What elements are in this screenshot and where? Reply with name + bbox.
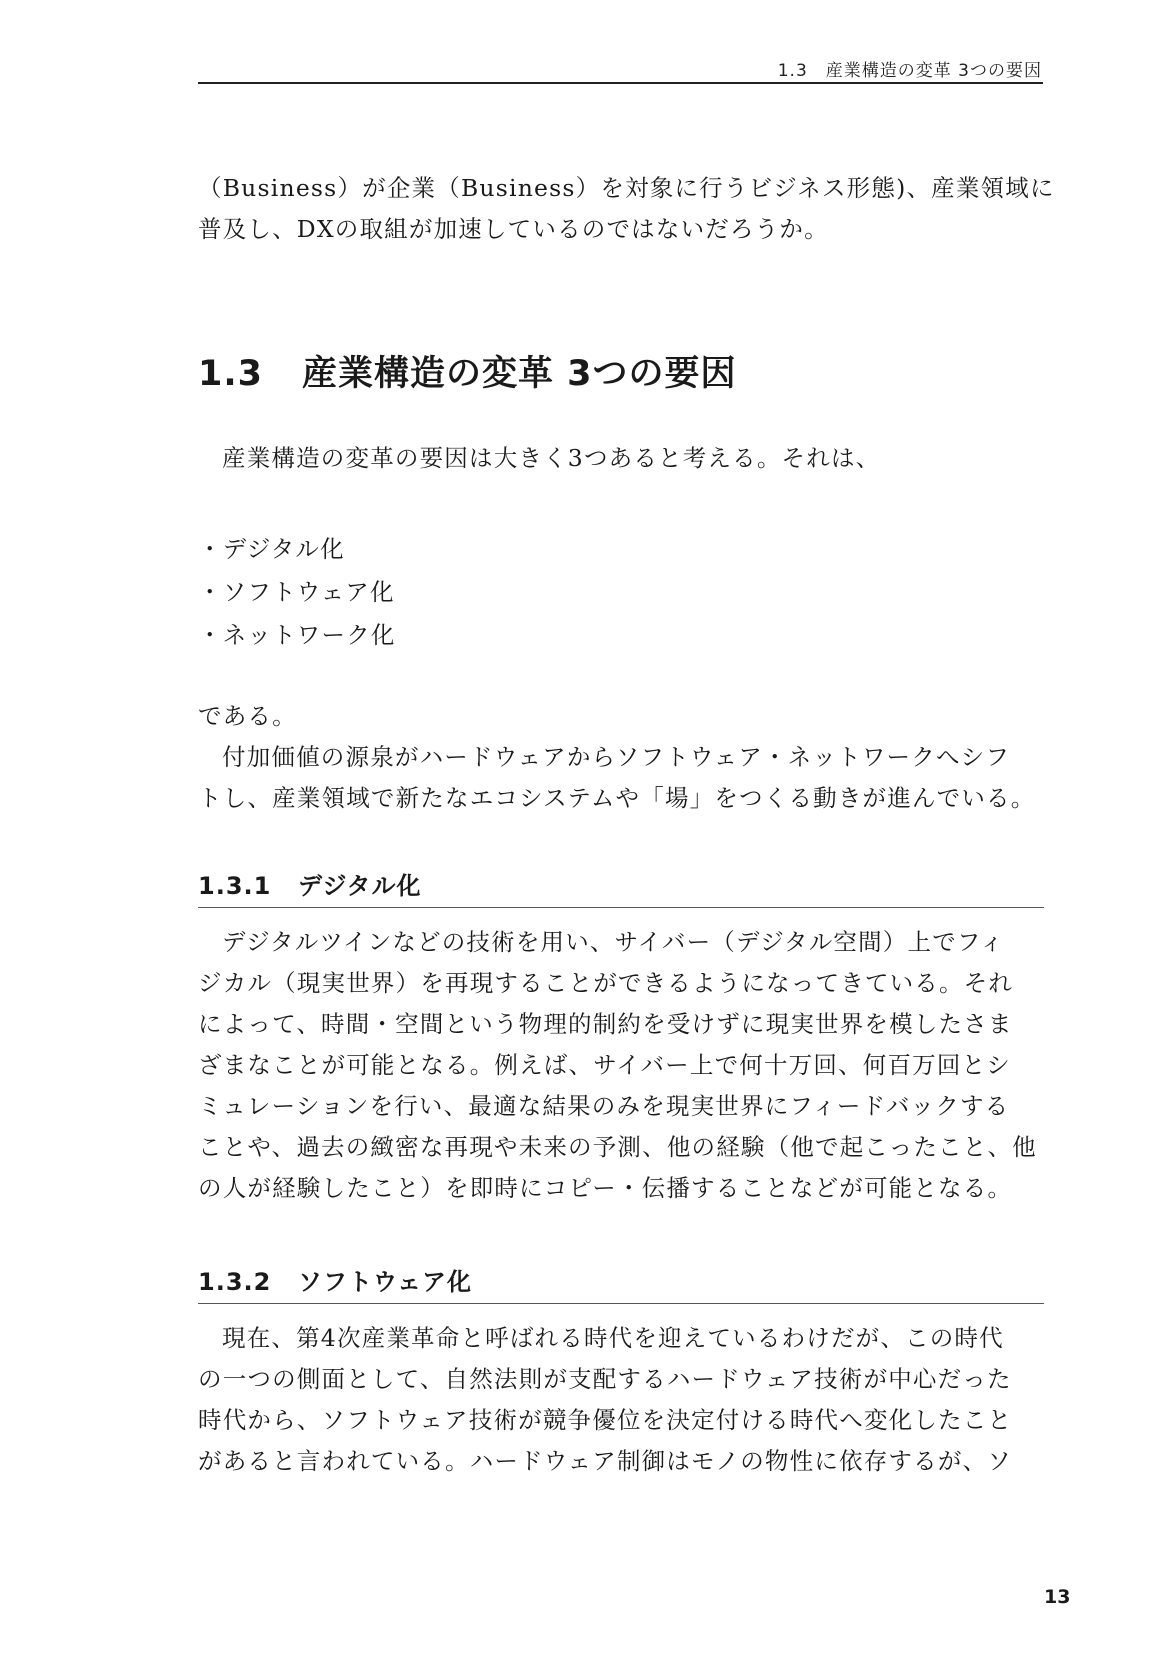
subsection-1-line-5: ミュレーションを行い、最適な結果のみを現実世界にフィードバックする (198, 1092, 1010, 1120)
subsection-2-heading (198, 1262, 1044, 1304)
subsection-1-line-2: ジカル（現実世界）を再現することができるようになってきている。それ (198, 969, 1014, 997)
subsection-1-line-6: ことや、過去の緻密な再現や未来の予測、他の経験（他で起こったこと、他 (198, 1133, 1037, 1161)
factor-list (198, 528, 396, 657)
subsection-1-paragraph (198, 922, 1044, 1209)
subsection-1-heading (198, 866, 1044, 908)
intro-paragraph (198, 168, 1055, 250)
running-header (198, 56, 1042, 81)
section-title: 産業構造の変革 3つの要因 (302, 354, 737, 394)
lead-line: 産業構造の変革の要因は大きく3つあると考える。それは、 (222, 444, 881, 472)
closing-line-2: 付加価値の源泉がハードウェアからソフトウェア・ネットワークへシフ (222, 743, 1011, 771)
running-header-section-number: 1.3 (777, 61, 808, 81)
header-rule (198, 82, 1043, 84)
subsection-2-paragraph (198, 1318, 1044, 1482)
section-heading (198, 346, 737, 396)
intro-line-2: 普及し、DXの取組が加速しているのではないだろうか。 (198, 215, 829, 243)
factor-item-network: ・ ネットワーク化 (198, 614, 396, 657)
subsection-2-number: 1.3.2 (198, 1268, 272, 1296)
intro-line-1: （Business）が企業（Business）を対象に行うビジネス形態)、産業領域に (198, 174, 1055, 202)
subsection-1-line-1: デジタルツインなどの技術を用い、サイバー（デジタル空間）上でフィ (222, 928, 1005, 956)
factor-item-software: ・ ソフトウェア化 (198, 571, 396, 614)
subsection-1-line-7: の人が経験したこと）を即時にコピー・伝播することなどが可能となる。 (198, 1174, 1013, 1202)
closing-line-1: である。 (198, 702, 297, 730)
closing-line-3: トし、産業領域で新たなエコシステムや「場」をつくる動きが進んでいる。 (198, 784, 1036, 812)
subsection-1-title: デジタル化 (298, 872, 422, 900)
page-number: 13 (1044, 1586, 1071, 1608)
lead-paragraph (198, 438, 1068, 479)
closing-paragraph (198, 696, 1044, 819)
subsection-1-line-4: ざまなことが可能となる。例えば、サイバー上で何十万回、何百万回とシ (198, 1051, 1011, 1079)
subsection-2-line-4: があると言われている。ハードウェア制御はモノの物性に依存するが、ソ (198, 1447, 1012, 1475)
running-header-title: 産業構造の変革 3つの要因 (825, 61, 1042, 81)
section-number: 1.3 (198, 354, 264, 394)
subsection-2-line-3: 時代から、ソフトウェア技術が競争優位を決定付ける時代へ変化したこと (198, 1406, 1013, 1434)
subsection-2-title: ソフトウェア化 (298, 1268, 473, 1296)
subsection-2-line-2: の一つの側面として、自然法則が支配するハードウェア技術が中心だった (198, 1365, 1012, 1393)
subsection-2-line-1: 現在、第4次産業革命と呼ばれる時代を迎えているわけだが、この時代 (222, 1324, 1004, 1352)
factor-item-digital: ・ デジタル化 (198, 528, 396, 571)
subsection-1-number: 1.3.1 (198, 872, 272, 900)
subsection-1-line-3: によって、時間・空間という物理的制約を受けずに現実世界を模したさま (198, 1010, 1013, 1038)
